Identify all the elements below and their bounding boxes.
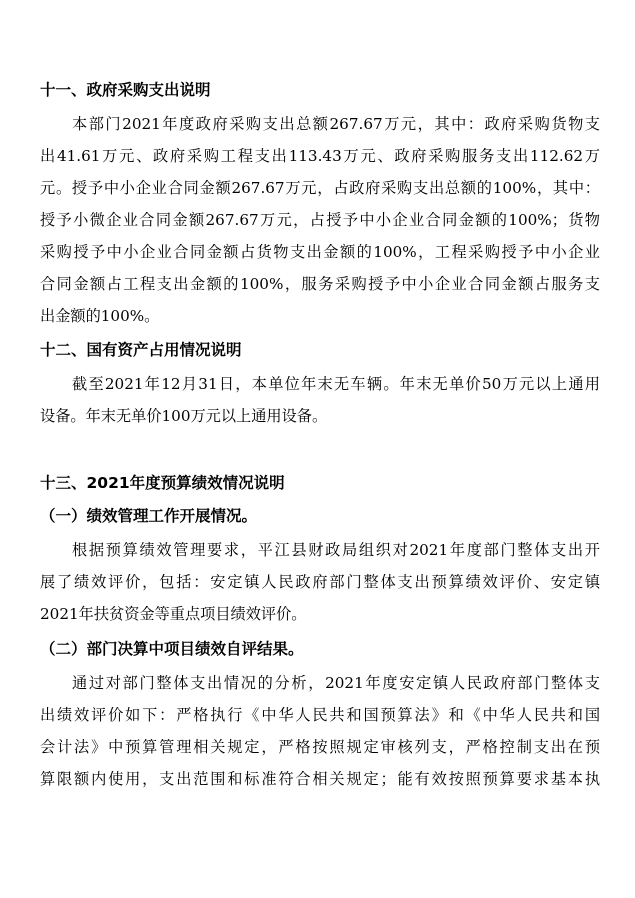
section-11-line-5: 采购授予中小企业合同金额占货物支出金额的100%，工程采购授予中小企业 (40, 243, 600, 261)
section-12-line-2: 设备。年末无单价100万元以上通用设备。 (40, 407, 328, 425)
section-13-sub-1-line-3: 2021年扶贫资金等重点项目绩效评价。 (40, 605, 307, 623)
section-11-line-4: 授予小微企业合同金额267.67万元，占授予中小企业合同金额的100%；货物 (40, 211, 600, 229)
section-13-sub-2-heading: （二）部门决算中项目绩效自评结果。 (40, 640, 304, 658)
section-11-line-2: 出41.61万元、政府采购工程支出113.43万元、政府采购服务支出112.62万 (40, 147, 600, 165)
section-11-line-3: 元。授予中小企业合同金额267.67万元，占政府采购支出总额的100%，其中： (40, 179, 600, 197)
section-12-heading: 十二、国有资产占用情况说明 (40, 341, 242, 359)
section-13-heading: 十三、2021年度预算绩效情况说明 (40, 474, 285, 492)
section-13-sub-2-line-3: 会计法》中预算管理相关规定，严格按照规定审核列支，严格控制支出在预 (40, 738, 600, 756)
section-13-sub-1-heading: （一）绩效管理工作开展情况。 (40, 507, 258, 525)
section-13-sub-1-line-1: 根据预算绩效管理要求，平江县财政局组织对2021年度部门整体支出开 (72, 541, 600, 559)
section-13-sub-1-line-2: 展了绩效评价，包括：安定镇人民政府部门整体支出预算绩效评价、安定镇 (40, 573, 600, 591)
section-11-heading: 十一、政府采购支出说明 (40, 81, 211, 99)
section-13-sub-2-line-1: 通过对部门整体支出情况的分析，2021年度安定镇人民政府部门整体支 (72, 674, 600, 692)
section-13-sub-2-line-4: 算限额内使用，支出范围和标准符合相关规定；能有效按照预算要求基本执 (40, 770, 600, 788)
section-12-line-1: 截至2021年12月31日，本单位年末无车辆。年末无单价50万元以上通用 (72, 375, 600, 393)
section-13-sub-2-line-2: 出绩效评价如下：严格执行《中华人民共和国预算法》和《中华人民共和国 (40, 706, 600, 724)
section-11-line-1: 本部门2021年度政府采购支出总额267.67万元，其中：政府采购货物支 (72, 115, 600, 133)
section-11-line-7: 出金额的100%。 (40, 307, 160, 325)
section-11-line-6: 合同金额占工程支出金额的100%，服务采购授予中小企业合同金额占服务支 (40, 275, 600, 293)
